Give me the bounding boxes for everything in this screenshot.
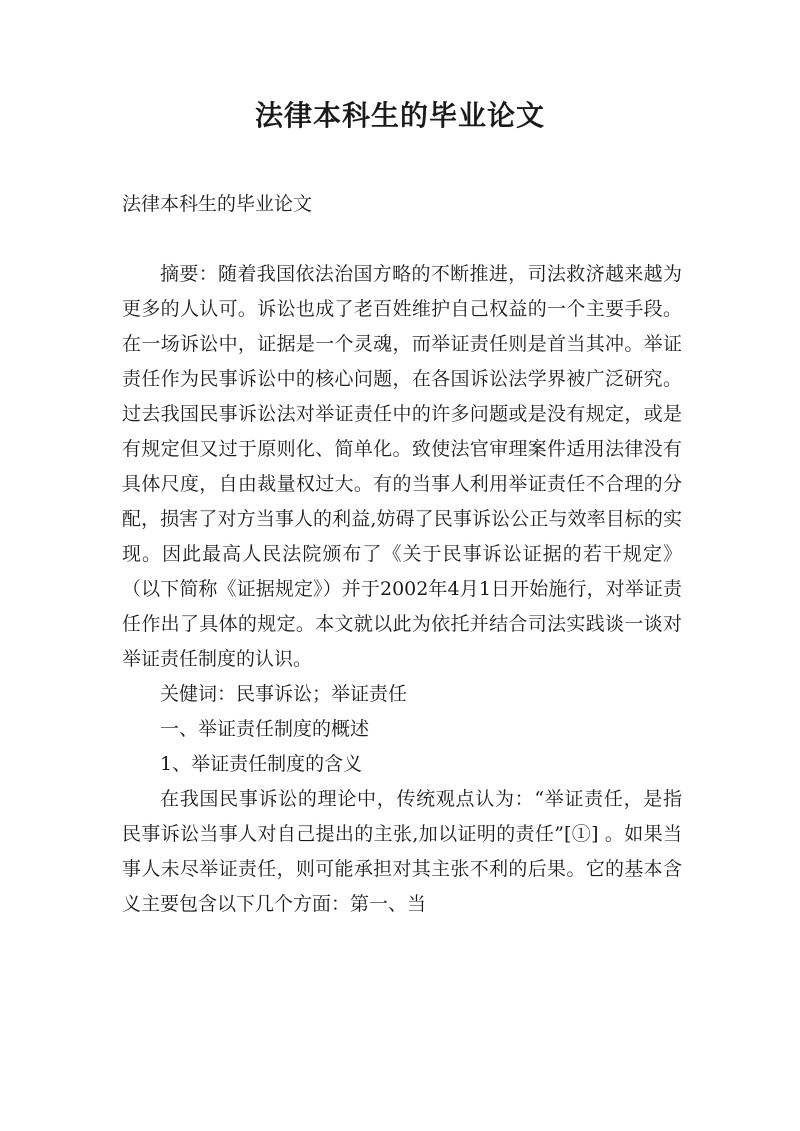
document-body — [122, 257, 682, 922]
keywords-paragraph: 关健词：民事诉讼；举证责任 — [160, 683, 408, 705]
section-heading: 一、举证责任制度的概述 — [160, 718, 370, 740]
abstract-paragraph: 摘要：随着我国依法治国方略的不断推进，司法救济越来越为更多的人认可。诉讼也成了老百姓维护自己权益的一个主要手段。在一场诉讼中，证据是一个灵魂，而举证责任则是首当其冲。举证责任作为民事诉讼中的核心问题，在各国诉讼法学界被广泛研究。过去我国民事诉讼法对举证责任中的许多问题或是没有规定，或是有规定但又过于原则化、简单化。致使法官审理案件适用法律没有具体尺度，自由裁量权过大。有的当事人利用举证责任不合理的分配，损害了对方当事人的利益,妨碍了民事诉讼公正与效率目标的实现。因此最高人民法院颁布了《关于民事诉讼证据的若干规定》（以下简称《证据规定》）并于2002年4月1日开始施行，对举证责任作出了具体的规定。本文就以此为依托并结合司法实践谈一谈对举证责任制度的认识。 — [122, 263, 682, 670]
body-paragraph: 在我国民事诉讼的理论中，传统观点认为：“举证责任，是指民事诉讼当事人对自己提出的主张,加以证明的责任”[①] 。如果当事人未尽举证责任，则可能承担对其主张不利的后果。它的基本含义主要包含以下几个方面：第一、当 — [122, 788, 682, 915]
document-title: 法律本科生的毕业论文 — [254, 99, 545, 132]
subsection-heading: 1、举证责任制度的含义 — [160, 753, 363, 775]
document-subtitle: 法律本科生的毕业论文 — [122, 193, 313, 215]
